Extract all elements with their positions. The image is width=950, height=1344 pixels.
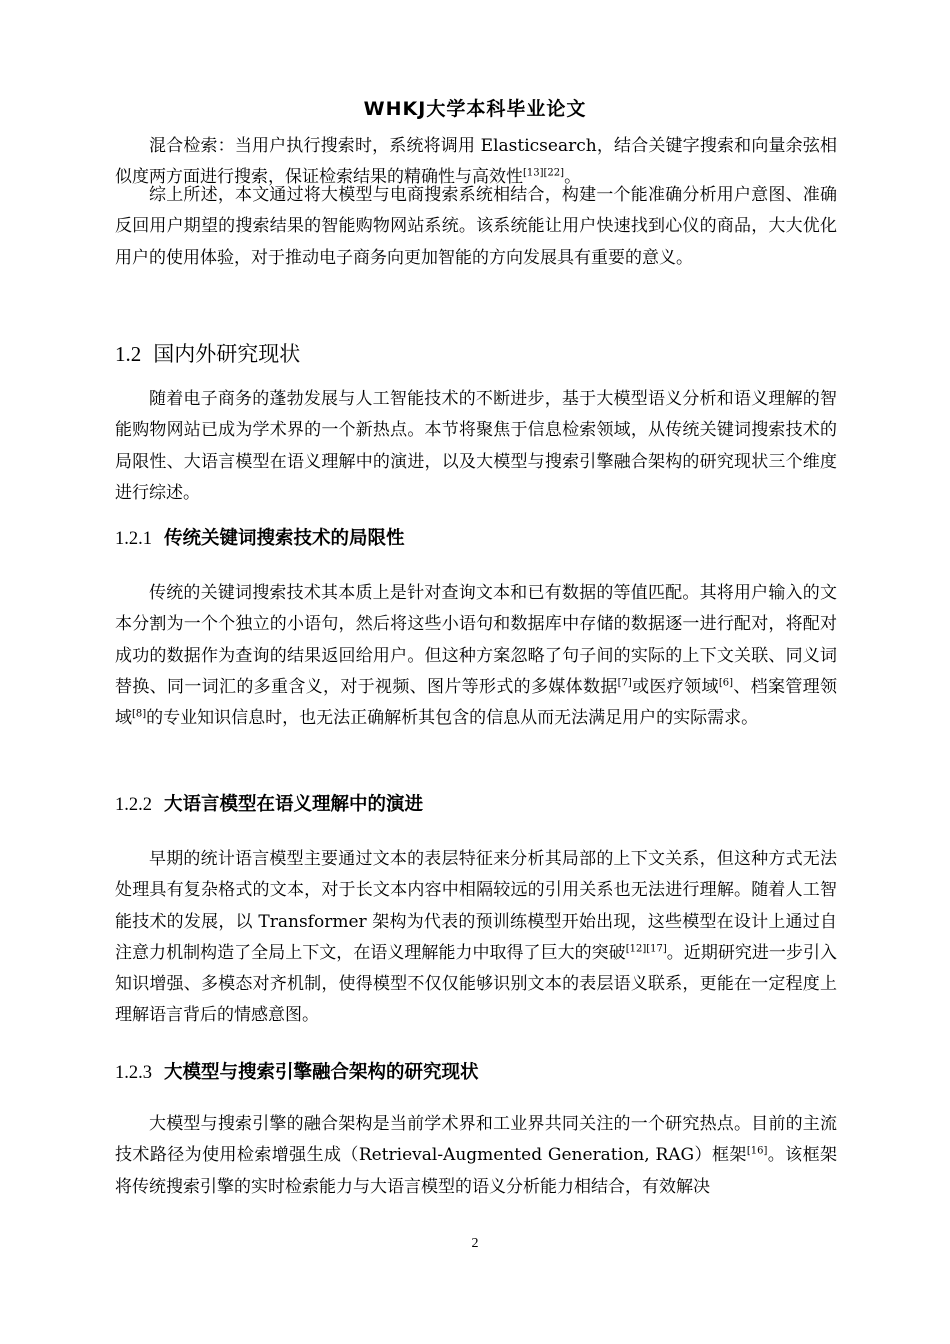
paragraph-research-intro: [115, 384, 837, 509]
text-run: 混合检索：当用户执行搜索时，系统将调用 Elasticsearch，结合关键字搜索和向量余弦相似度两方面进行搜索，保证检索结果的精确性与高效性: [115, 136, 837, 188]
text-run: 。近期研究进一步引入知识增强、多模态对齐机制，使得模型不仅仅能够识别文本的表层语义联系，更能在一定程度上理解语言背后的情感意图。: [115, 942, 837, 1026]
text-run: 、档案管理领域: [115, 676, 838, 729]
text-run: 。该框架将传统搜索引擎的实时检索能力与大语言模型的语义分析能力相结合，有效解决: [115, 1145, 838, 1197]
text-run: 。: [564, 167, 582, 188]
heading-number: 1.2.1: [115, 529, 152, 549]
citation-ref: [13][22]: [523, 167, 565, 179]
text-run: 传统的关键词搜索技术其本质上是针对查询文本和已有数据的等值匹配。其将用户输入的文本分割为一个个独立的小语句，然后将这些小语句和数据库中存储的数据逐一进行配对，将配对成功的数据作为查询的结果返回给用户。但这种方案忽略了句子间的实际的上下文关联、同义词替换、同一词汇的多重含义，对于视频、图片等形式的多媒体数据: [115, 583, 837, 697]
citation-ref: [6]: [718, 677, 734, 689]
subsection-heading-1-2-1: [115, 524, 405, 550]
citation-ref: [7]: [617, 677, 632, 689]
subsection-heading-1-2-3: [115, 1058, 479, 1084]
text-run: 早期的统计语言模型主要通过文本的表层特征来分析其局部的上下文关系，但这种方式无法处理具有复杂格式的文本，对于长文本内容中相隔较远的引用关系也无法进行理解。随着人工智能技术的发展，以 Transformer 架构为代表的预训练模型开始出现，这些模型在设计上通过自注意力机制构造了全局上下文，在语义理解能力中取得了巨大的突破: [115, 849, 837, 963]
subsection-heading-1-2-2: [115, 790, 423, 816]
heading-title: 大模型与搜索引擎融合架构的研究现状: [164, 1062, 479, 1083]
heading-title: 国内外研究现状: [153, 342, 301, 366]
text-run: 综上所述，本文通过将大模型与电商搜索系统相结合，构建一个能准确分析用户意图、准确反回用户期望的搜索结果的智能购物网站系统。该系统能让用户快速找到心仪的商品，大大优化用户的使用体验，对于推动电子商务向更加智能的方向发展具有重要的意义。: [115, 185, 837, 268]
text-run: 或医疗领域: [631, 676, 719, 697]
citation-ref: [8]: [132, 708, 147, 720]
citation-ref: [16]: [746, 1145, 768, 1157]
heading-number: 1.2.3: [115, 1063, 152, 1083]
citation-ref: [12][17]: [625, 943, 667, 955]
heading-title: 传统关键词搜索技术的局限性: [164, 528, 405, 549]
heading-number: 1.2: [115, 342, 142, 366]
text-run: 大模型与搜索引擎的融合架构是当前学术界和工业界共同关注的一个研究热点。目前的主流技术路径为使用检索增强生成（Retrieval-Augmented Generation, RAG）框架: [115, 1114, 837, 1166]
paragraph-summary: [115, 180, 837, 274]
page-number: 2: [471, 1236, 479, 1251]
paragraph-fusion-architecture: [115, 1109, 837, 1203]
heading-number: 1.2.2: [115, 795, 152, 815]
paragraph-llm-evolution: [115, 844, 837, 1032]
text-run: 随着电子商务的蓬勃发展与人工智能技术的不断进步，基于大模型语义分析和语义理解的智能购物网站已成为学术界的一个新热点。本节将聚焦于信息检索领域，从传统关键词搜索技术的局限性、大语言模型在语义理解中的演进，以及大模型与搜索引擎融合架构的研究现状三个维度进行综述。: [115, 389, 837, 503]
heading-title: 大语言模型在语义理解中的演进: [164, 794, 424, 815]
page-header: WHKJ大学本科毕业论文: [363, 98, 587, 120]
paragraph-keyword-limitations: [115, 578, 837, 734]
text-run: 的专业知识信息时，也无法正确解析其包含的信息从而无法满足用户的实际需求。: [146, 708, 759, 729]
section-heading-1-2: [115, 338, 300, 368]
